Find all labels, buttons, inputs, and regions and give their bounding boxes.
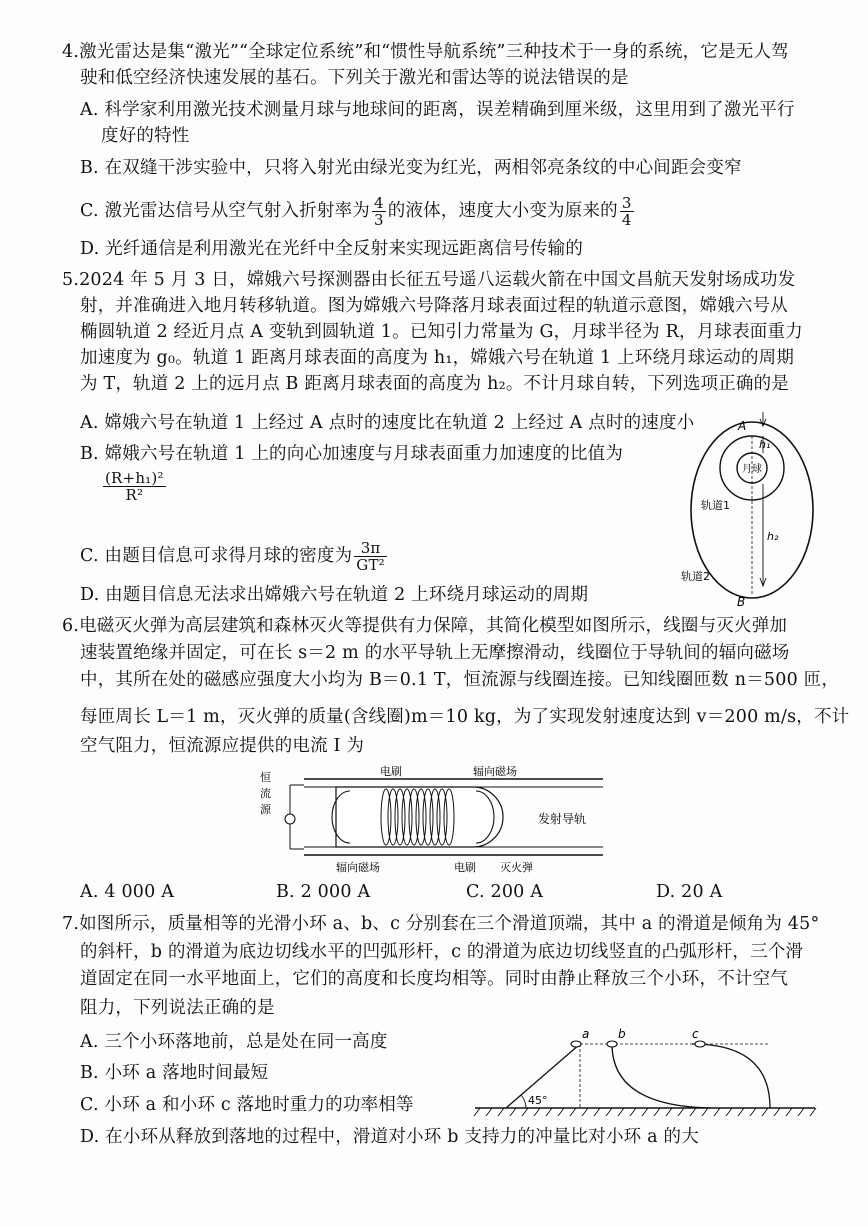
h1-label: h₁ (759, 438, 771, 451)
source-label-3: 源 (260, 803, 271, 816)
current-source-icon (285, 814, 295, 824)
q4-stem-line-2: 驶和低空经济快速发展的基石。下列关于激光和雷达等的说法错误的是 (80, 68, 629, 88)
q6-stem-line-4: 每匝周长 L＝1 m，灭火弹的质量(含线圈)m＝10 kg，为了实现发射速度达到 v＝200 m/s，不计 (80, 707, 850, 727)
q5-option-b-fraction (103, 470, 166, 503)
q5-option-d: D. 由题目信息无法求出嫦娥六号在轨道 2 上环绕月球运动的周期 (80, 585, 589, 605)
ring-a-label: a (582, 1027, 590, 1041)
q6-stem-line-2: 速装置绝缘并固定，可在长 s＝2 m 的水平导轨上无摩擦滑动，线圈位于导轨间的辐向磁场 (80, 643, 790, 663)
q7-stem-line-4: 阻力，下列说法正确的是 (80, 998, 275, 1018)
point-a-label: A (738, 419, 747, 433)
denominator: 4 (621, 211, 632, 229)
orbit-1-label: 轨道1 (701, 499, 730, 512)
q6-stem-line-3: 中，其所在处的磁感应强度大小均为 B＝0.1 T，恒流源与线圈连接。已知线圈匝数 n＝500 匝， (80, 670, 840, 690)
ground-hatching (474, 1108, 816, 1116)
q5-stem-line-2: 射，并准确进入地月转移轨道。图为嫦娥六号降落月球表面过程的轨道示意图，嫦娥六号从 (80, 296, 788, 316)
h2-label: h₂ (767, 530, 779, 543)
q5-option-c-fraction (354, 540, 387, 573)
q4-option-c-fraction-2 (620, 195, 634, 228)
q7-stem-line-1: 7.如图所示，质量相等的光滑小环 a、b、c 分别套在三个滑道顶端，其中 a 的滑道是倾角为 45° (62, 914, 820, 934)
field-bottom-label: 辐向磁场 (336, 861, 380, 874)
q5-option-a: A. 嫦娥六号在轨道 1 上经过 A 点时的速度比在轨道 2 上经过 A 点时的速度小 (80, 413, 695, 433)
q4-option-c-fraction-1 (372, 195, 386, 228)
q7-option-d: D. 在小环从释放到落地的过程中，滑道对小环 b 支持力的冲量比对小环 a 的大 (80, 1127, 699, 1147)
brush-top-label: 电刷 (380, 765, 402, 778)
bomb-label: 灭火弹 (500, 861, 533, 874)
numerator: 3π (354, 540, 387, 557)
ring-c-icon (695, 1041, 705, 1047)
denominator: 3 (374, 211, 384, 229)
rail-label: 发射导轨 (538, 812, 587, 826)
denominator: R² (125, 486, 144, 504)
q6-choice-a: A. 4 000 A (80, 882, 175, 902)
orbit-2-label: 轨道2 (681, 570, 710, 583)
convex-rod-c (692, 1044, 770, 1108)
q4-option-c-text-1: C. 激光雷达信号从空气射入折射率为 (80, 201, 370, 221)
q5-stem-line-4: 加速度为 g₀。轨道 1 距离月球表面的高度为 h₁，嫦娥六号在轨道 1 上环绕月球运动的周期 (80, 348, 795, 368)
q7-option-b: B. 小环 a 落地时间最短 (80, 1063, 269, 1083)
q4-option-b: B. 在双缝干涉实验中，只将入射光由绿光变为红光，两相邻亮条纹的中心间距会变窄 (80, 158, 742, 178)
brush-bottom-label: 电刷 (454, 861, 476, 874)
point-b-label: B (737, 595, 746, 608)
source-label-2: 流 (260, 787, 271, 800)
q5-orbit-figure (675, 408, 825, 608)
q6-launcher-figure (258, 765, 618, 877)
q4-option-a-line-1: A. 科学家利用激光技术测量月球与地球间的距离，误差精确到厘米级，这里用到了激光平行 (80, 100, 795, 120)
q4-option-d: D. 光纤通信是利用激光在光纤中全反射来实现远距离信号传输的 (80, 239, 584, 259)
q4-option-c-text-2: 的液体，速度大小变为原来的 (387, 201, 618, 221)
ring-a-icon (571, 1041, 581, 1047)
q5-option-c-text: C. 由题目信息可求得月球的密度为 (80, 546, 353, 566)
angle-arc (521, 1095, 526, 1108)
q5-stem-line-3: 椭圆轨道 2 经近月点 A 变轨到圆轨道 1。已知引力常量为 G，月球半径为 R，月球表面重力 (80, 322, 803, 342)
q6-stem-line-1: 6.电磁灭火弹为高层建筑和森林灭火等提供有力保障，其简化模型如图所示，线圈与灭火弹加 (62, 616, 788, 636)
concave-rod-b (612, 1044, 710, 1108)
numerator: (R+h₁)² (105, 469, 164, 487)
q5-option-c (80, 540, 389, 573)
denominator: GT² (356, 556, 385, 574)
q6-choice-d: D. 20 A (656, 882, 723, 902)
angle-label: 45° (528, 1094, 548, 1107)
q6-choices (80, 880, 722, 904)
q7-option-c: C. 小环 a 和小环 c 落地时重力的功率相等 (80, 1095, 414, 1115)
q4-stem-line-1: 4.激光雷达是集“激光”“全球定位系统”和“惯性导航系统”三种技术于一身的系统，它是无人驾 (62, 42, 789, 62)
moon-label: 月球 (742, 464, 762, 475)
ring-b-icon (607, 1041, 617, 1047)
q6-choice-b: B. 2 000 A (276, 882, 371, 902)
numerator: 4 (374, 194, 384, 212)
q7-slides-figure (470, 1024, 820, 1120)
ring-b-label: b (618, 1027, 626, 1041)
field-top-label: 辐向磁场 (473, 765, 517, 778)
source-label-1: 恒 (260, 771, 271, 784)
q6-choice-c: C. 200 A (466, 882, 544, 902)
q5-stem-line-5: 为 T，轨道 2 上的远月点 B 距离月球表面的高度为 h₂。不计月球自转，下列选项正确的是 (80, 374, 790, 394)
q7-stem-line-2: 的斜杆，b 的滑道为底边切线水平的凹弧形杆，c 的滑道为底边切线竖直的凸弧形杆，三个滑 (80, 942, 804, 962)
q5-option-b-expression (101, 470, 168, 503)
q4-option-a-line-2: 度好的特性 (101, 126, 190, 146)
ring-c-label: c (692, 1027, 699, 1041)
numerator: 3 (621, 194, 632, 212)
q4-option-c (80, 195, 636, 228)
q7-stem-line-3: 道固定在同一水平地面上，它们的高度和长度均相等。同时由静止释放三个小环，不计空气 (80, 969, 788, 989)
q5-stem-line-1: 5.2024 年 5 月 3 日，嫦娥六号探测器由长征五号遥八运载火箭在中国文昌航天发射场成功发 (62, 270, 796, 290)
q6-stem-line-5: 空气阻力，恒流源应提供的电流 I 为 (80, 736, 365, 756)
q7-option-a: A. 三个小环落地前，总是处在同一高度 (80, 1032, 388, 1052)
q5-option-b: B. 嫦娥六号在轨道 1 上的向心加速度与月球表面重力加速度的比值为 (80, 444, 624, 464)
